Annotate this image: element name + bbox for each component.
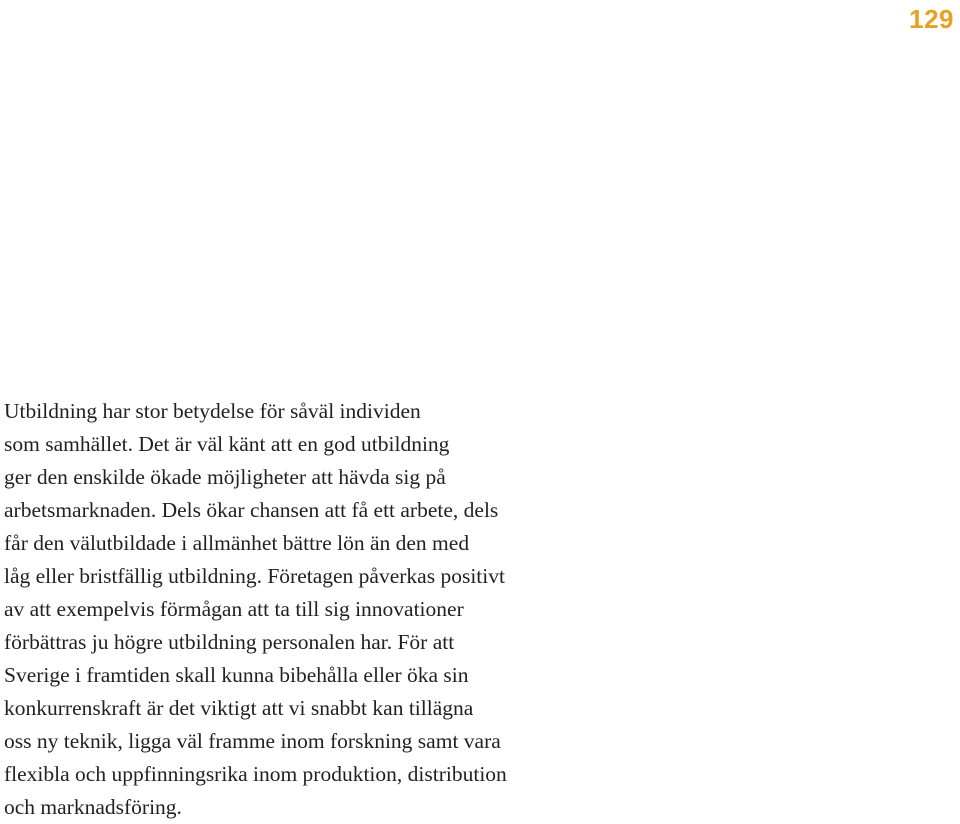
paragraph-line: arbetsmarknaden. Dels ökar chansen att få ett arbete, dels xyxy=(4,498,499,522)
paragraph-line: oss ny teknik, ligga väl framme inom forskning samt vara xyxy=(4,729,501,753)
paragraph-line: låg eller bristfällig utbildning. Företagen påverkas positivt xyxy=(4,564,505,588)
paragraph-line: Utbildning har stor betydelse för såväl individen xyxy=(4,399,421,423)
paragraph-line: ger den enskilde ökade möjligheter att hävda sig på xyxy=(4,465,446,489)
paragraph-line: förbättras ju högre utbildning personalen har. För att xyxy=(4,630,455,654)
paragraph-line: konkurrenskraft är det viktigt att vi snabbt kan tillägna xyxy=(4,696,474,720)
paragraph-line: av att exempelvis förmågan att ta till sig innovationer xyxy=(4,597,464,621)
page-number: 129 xyxy=(909,4,954,34)
paragraph-line: får den välutbildade i allmänhet bättre lön än den med xyxy=(4,531,470,555)
paragraph-line: flexibla och uppfinningsrika inom produktion, distribution xyxy=(4,762,507,786)
body-paragraph xyxy=(4,395,664,824)
paragraph-line: Sverige i framtiden skall kunna bibehålla eller öka sin xyxy=(4,663,469,687)
paragraph-line: och marknadsföring. xyxy=(4,795,182,819)
paragraph-line: som samhället. Det är väl känt att en god utbildning xyxy=(4,432,450,456)
